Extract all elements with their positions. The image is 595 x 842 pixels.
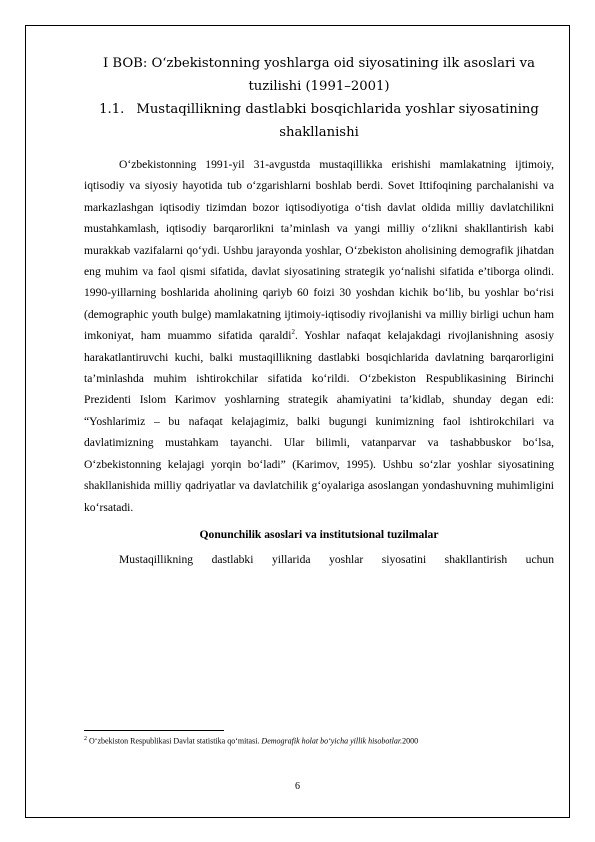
page-number: 6 bbox=[295, 781, 300, 792]
chapter-title-line1: I BOB: O‘zbekistonning yoshlarga oid siyosatining ilk asoslari va bbox=[103, 56, 535, 71]
chapter-title-line2: tuzilishi (1991–2001) bbox=[248, 79, 390, 94]
body-paragraph-1 bbox=[84, 154, 554, 518]
footnote-number: 2 bbox=[84, 736, 87, 742]
body-paragraph-2: Mustaqillikning dastlabki yillarida yoshlar siyosatini shakllantirish uchun bbox=[119, 553, 554, 567]
footnote bbox=[84, 733, 418, 748]
footnote-divider bbox=[84, 730, 224, 731]
paragraph-text-part2: . Yoshlar nafaqat kelajakdagi rivojlanishning asosiy harakatlantiruvchi kuchi, balki mustaqillikning dastlabki bosqichlarida davlatning barqarorligini ta’minlashda muhim ishtirokchilar sifatida ko‘rildi. O‘zbekiston Respublikasining Birinchi Prezidenti Islom Karimov yoshlarning strategik ahamiyatini ta’kidlab, shunday degan edi: “Yoshlarimiz – bu nafaqat kelajagimiz, balki bugungi kunimizning faol ishtirokchilari va davlatimizning mustahkam tayanchi. Ular bilimli, vatanparvar va tashabbuskor bo‘lsa, O‘zbekistonning kelajagi yorqin bo‘ladi” (Karimov, 1995). Ushbu so‘zlar yoshlar siyosatining shakllanishida milliy qadriyatlar va davlatchilik g‘oyalariga asoslangan yondashuvning muhimligini ko‘rsatadi. bbox=[84, 329, 554, 514]
section-number: 1.1. bbox=[99, 102, 125, 117]
footnote-italic-title: Demografik holat bo‘yicha yillik hisobotlar. bbox=[261, 736, 403, 746]
subheading: Qonunchilik asoslari va institutsional tuzilmalar bbox=[199, 527, 439, 541]
footnote-text: O‘zbekiston Respublikasi Davlat statistika qo‘mitasi. bbox=[87, 736, 262, 746]
paragraph-text-part1: O‘zbekistonning 1991-yil 31-avgustda mustaqillikka erishishi mamlakatning ijtimoiy, iqtisodiy va siyosiy hayotida tub o‘zgarishlarni boshlab berdi. Sovet Ittifoqining parchalanishi va markazlashgan iqtisodiy tizimdan bozor iqtisodiyotiga o‘tish davlat oldida milliy davlatchilikni mustahkamlash, iqtisodiy barqarorlikni ta’minlash va yangi milliy o‘zlikni shakllantirish kabi murakkab vazifalarni qo‘ydi. Ushbu jarayonda yoshlar, O‘zbekiston aholisining demografik jihatdan eng muhim va faol qismi sifatida, davlat siyosatining strategik yo‘nalishi sifatida e’tiborga olindi. 1990-yillarning boshlarida aholining qariyb 60 foizi 30 yoshdan kichik bo‘lib, bu yoshlar bo‘risi (demographic youth bulge) mamlakatning ijtimoiy-iqtisodiy rivojlanishi va milliy birligi uchun ham imkoniyat, ham muammo sifatida qaraldi bbox=[84, 158, 554, 343]
section-title bbox=[84, 98, 554, 144]
section-title-line1: Mustaqillikning dastlabki bosqichlarida yoshlar siyosatining bbox=[136, 102, 539, 117]
section-title-line2: shakllanishi bbox=[279, 125, 359, 140]
page-content bbox=[84, 52, 554, 571]
footnote-year: 2000 bbox=[402, 736, 419, 746]
chapter-title bbox=[84, 52, 554, 98]
footnote-reference[interactable]: 2 bbox=[291, 328, 295, 337]
